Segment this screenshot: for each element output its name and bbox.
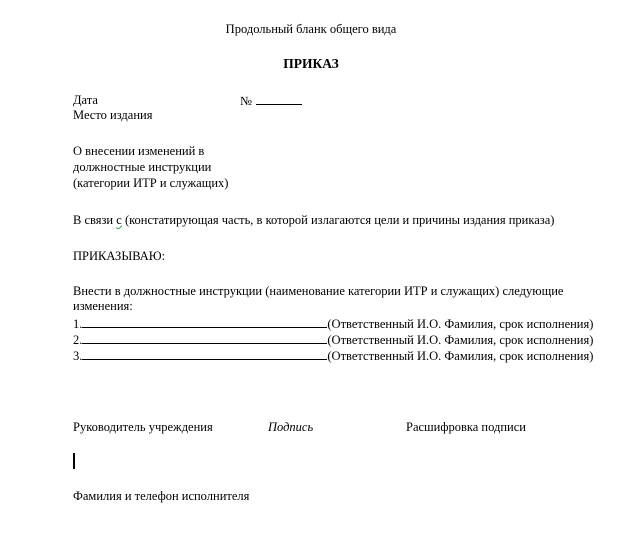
subject-line-2: должностные инструкции <box>73 160 212 174</box>
item-note: (Ответственный И.О. Фамилия, срок исполнения) <box>327 349 594 363</box>
signature-label: Подпись <box>268 420 314 434</box>
instruction-line-2: изменения: <box>73 299 133 313</box>
item-fill-line <box>82 316 327 328</box>
executor-label: Фамилия и телефон исполнителя <box>73 489 250 503</box>
signature-decoding-label: Расшифровка подписи <box>406 420 526 434</box>
form-type-caption: Продольный бланк общего вида <box>225 22 397 36</box>
subject-line-1: О внесении изменений в <box>73 144 205 158</box>
item-note: (Ответственный И.О. Фамилия, срок исполнения) <box>327 333 594 347</box>
item-fill-line <box>82 348 327 360</box>
item-number: 1. <box>73 317 83 331</box>
item-number: 3. <box>73 349 83 363</box>
preamble-rest: (констатирующая часть, в которой излагаются цели и причины издания приказа) <box>121 213 555 227</box>
number-label: № <box>240 94 252 108</box>
list-item <box>73 348 593 364</box>
subject-line-3: (категории ИТР и служащих) <box>73 176 229 190</box>
head-label: Руководитель учреждения <box>73 420 213 434</box>
item-fill-line <box>82 332 327 344</box>
instruction-line-1: Внести в должностные инструкции (наименование категории ИТР и служащих) следующие <box>73 284 564 298</box>
item-note: (Ответственный И.О. Фамилия, срок исполнения) <box>327 317 594 331</box>
order-word: ПРИКАЗЫВАЮ: <box>73 249 166 263</box>
list-item <box>73 316 593 332</box>
item-number: 2. <box>73 333 83 347</box>
document-title: ПРИКАЗ <box>283 56 339 71</box>
place-label: Место издания <box>73 108 153 122</box>
preamble-prefix: В связи <box>73 213 117 227</box>
preamble <box>73 213 554 228</box>
list-item <box>73 332 593 348</box>
number-blank <box>256 93 302 105</box>
date-label: Дата <box>73 93 98 107</box>
number-field <box>240 93 302 109</box>
text-cursor <box>73 453 75 469</box>
preamble-marked-word: с <box>116 213 122 227</box>
